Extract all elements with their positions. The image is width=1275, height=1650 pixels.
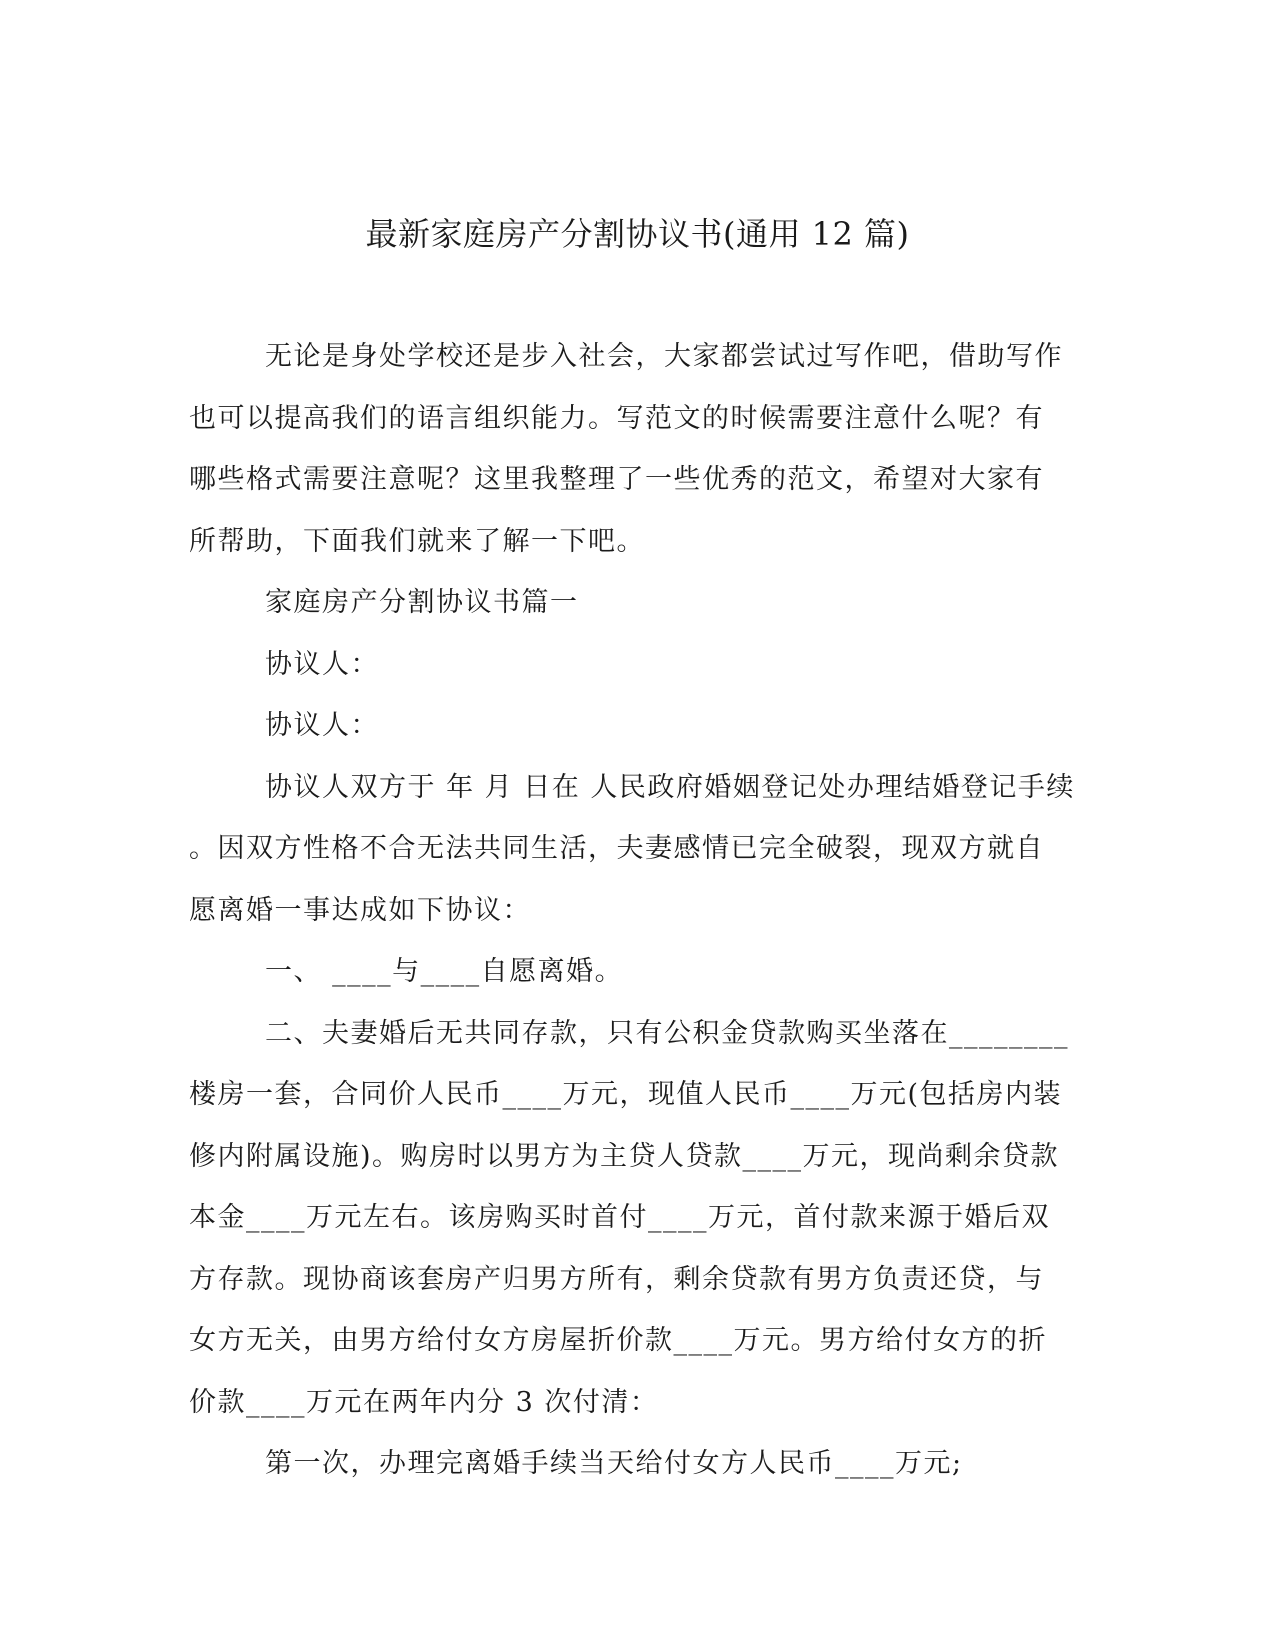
clause-1: 一、 ____与____自愿离婚。 [265,956,624,987]
intro-line: 无论是身处学校还是步入社会，大家都尝试过写作吧，借助写作 [265,341,1063,372]
clause-2-line: 女方无关，由男方给付女方房屋折价款____万元。男方给付女方的折 [189,1325,1047,1356]
clause-intro-line: 协议人双方于 年 月 日在 人民政府婚姻登记处办理结婚登记手续 [265,771,1075,803]
clause-2-line: 二、夫妻婚后无共同存款，只有公积金贷款购买坐落在________ [265,1017,1069,1049]
payment-1: 第一次，办理完离婚手续当天给付女方人民币____万元; [265,1448,963,1479]
document-title: 最新家庭房产分割协议书(通用 12 篇) [365,215,910,253]
intro-line: 哪些格式需要注意呢？这里我整理了一些优秀的范文，希望对大家有 [189,464,1044,495]
section-heading: 家庭房产分割协议书篇一 [265,587,579,618]
intro-line: 所帮助，下面我们就来了解一下吧。 [189,525,645,557]
party-a-label: 协议人： [265,648,379,680]
clause-2-line: 本金____万元左右。该房购买时首付____万元，首付款来源于婚后双 [189,1202,1050,1233]
clause-2-line: 价款____万元在两年内分 3 次付清： [189,1386,659,1418]
clause-2-line: 方存款。现协商该套房产归男方所有，剩余贷款有男方负责还贷，与 [189,1263,1044,1295]
clause-intro-line: 愿离婚一事达成如下协议： [189,894,531,926]
intro-line: 也可以提高我们的语言组织能力。写范文的时候需要注意什么呢？有 [189,402,1044,434]
clause-2-paragraph [189,1003,1081,1434]
clause-intro-paragraph [189,757,1081,942]
clause-intro-line: 。因双方性格不合无法共同生活，夫妻感情已完全破裂，现双方就自 [189,833,1044,864]
intro-paragraph [189,326,1081,572]
party-b-label: 协议人： [265,710,379,741]
clause-2-line: 楼房一套，合同价人民币____万元，现值人民币____万元(包括房内装 [189,1079,1063,1110]
document-body [189,326,1081,1495]
clause-2-line: 修内附属设施)。购房时以男方为主贷人贷款____万元，现尚剩余贷款 [189,1140,1060,1172]
